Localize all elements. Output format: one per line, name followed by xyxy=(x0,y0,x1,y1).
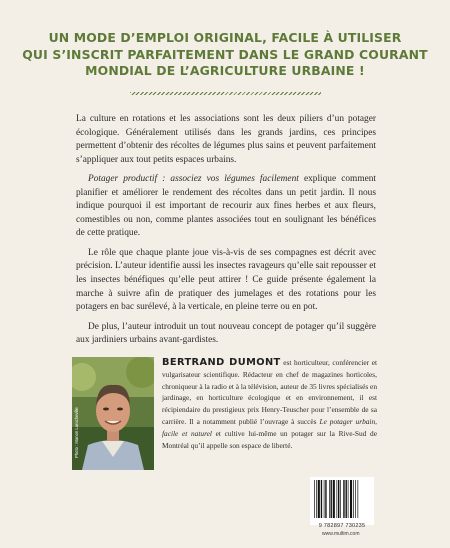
book-title-italic: Potager productif : associez vos légumes facilement xyxy=(88,174,299,185)
author-bio xyxy=(162,357,377,451)
isbn-number: 9 782897 730235 xyxy=(318,523,366,529)
barcode-bar xyxy=(338,480,339,518)
isbn-barcode xyxy=(310,477,374,525)
author-bio-text-1: est horticulteur, conférencier et vulgarisateur scientifique. Rédacteur en chef de magazines horticoles, chroniqueur à la radio et à la télévision, auteur de 35 livres spécialisés en jardinage, en horticulture écologique et en environnement, il est récipiendaire du prestigieux prix Henry-Teuscher pour l’ensemble de sa carrière. Il a notamment publié l’ouvrage à succès xyxy=(162,358,377,426)
photo-credit-text: Photo : Manon Larocheville xyxy=(74,407,79,458)
barcode-bars xyxy=(310,477,374,521)
back-cover-description xyxy=(76,113,376,354)
publisher-website: www.multim.com xyxy=(322,531,360,537)
barcode-bar xyxy=(343,480,344,518)
barcode-bar xyxy=(333,480,335,518)
barcode-bar xyxy=(324,480,325,518)
barcode-bar xyxy=(340,480,341,518)
barcode-bar xyxy=(318,480,320,518)
barcode-bar xyxy=(337,480,338,518)
paragraph-intro: La culture en rotations et les associations sont les deux piliers d’un potager écologique. Généralement utilisés dans les grands jardins, ces principes permettent d’obtenir des récoltes de légumes plus sains et peuvent parfaitement s’appliquer aux tout petits espaces urbains. xyxy=(76,114,376,165)
author-previous-book: Le potager urbain, facile et naturel xyxy=(162,416,377,438)
barcode-bar xyxy=(355,480,356,518)
barcode-bar xyxy=(348,480,349,518)
barcode-bar xyxy=(316,480,317,518)
barcode-bar xyxy=(358,480,359,518)
barcode-bar xyxy=(314,480,315,518)
barcode-bar xyxy=(321,480,322,518)
author-photo xyxy=(72,357,154,470)
paragraph-book-summary xyxy=(76,173,376,241)
paragraph-book-summary-text: explique comment planifier et améliorer le rendement des récoltes dans un petit jardin. Il nous indique pourquoi il est important de recourir aux fines herbes et aux fleurs, comestibles ou non, comme plantes associées tout en soulignant les bénéfices de cette pratique. xyxy=(76,174,376,239)
author-bio-text-2: et cultive lui-même un potager sur la Rive-Sud de Montréal qu’il appelle son espace de liberté. xyxy=(162,428,377,450)
barcode-bar xyxy=(329,480,330,518)
headline-line-1: UN MODE D’EMPLOI ORIGINAL, FACILE À UTILISER xyxy=(48,30,402,45)
author-name: BERTRAND DUMONT xyxy=(162,357,281,368)
hatched-divider xyxy=(130,92,321,95)
paragraph-plant-roles: Le rôle que chaque plante joue vis-à-vis de ses compagnes est décrit avec précision. L’auteur identifie aussi les insectes ravageurs qu’elle sait repousser et les insectes bénéfiques qu’elle peut attirer ! Ce guide présente également la marche à suivre afin de pratiquer des jumelages et des rotations pour les potagers en bac surélevé, à la verticale, en pleine terre ou en pot. xyxy=(76,247,376,313)
headline-line-2: QUI S’INSCRIT PARFAITEMENT DANS LE GRAND COURANT xyxy=(22,46,428,62)
barcode-bar xyxy=(350,480,352,518)
headline-line-3: MONDIAL DE L’AGRICULTURE URBAINE ! xyxy=(85,63,365,78)
paragraph-new-concept: De plus, l’auteur introduit un tout nouveau concept de potager qu’il suggère aux jardiniers urbains avant-gardistes. xyxy=(76,321,376,346)
photo-credit xyxy=(74,407,80,548)
barcode-bar xyxy=(331,480,332,518)
barcode-bar xyxy=(325,480,326,518)
barcode-bar xyxy=(346,480,347,518)
barcode-bar xyxy=(353,480,354,518)
headline xyxy=(0,30,450,80)
